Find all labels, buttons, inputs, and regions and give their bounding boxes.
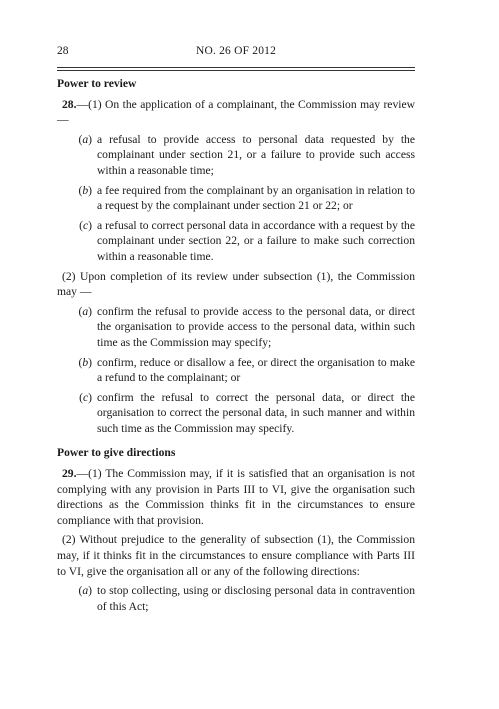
- item-label: (a): [78, 584, 92, 598]
- item-label: (b): [78, 355, 92, 369]
- list-item: [57, 583, 415, 614]
- item-text: confirm, reduce or disallow a fee, or direct the organisation to make a refund to the complainant; or: [97, 355, 415, 385]
- list-item: [57, 390, 415, 437]
- section-28-subsection-1: [57, 97, 415, 128]
- section-number: 29.: [62, 467, 77, 481]
- section-29-subsection-2: (2) Without prejudice to the generality of subsection (1), the Commission may, if it thinks fit in the circumstances to ensure compliance with Parts III to VI, give the organisation all or any of the following directions:: [57, 533, 415, 578]
- item-text: a refusal to provide access to personal data requested by the complainant under section 21, or a failure to provide such access within a reasonable time;: [97, 132, 415, 177]
- section-text: —(1) The Commission may, if it is satisfied that an organisation is not complying with any provision in Parts III to VI, give the organisation such directions as the Commission thinks fit in the circumstances to ensure compliance with that provision.: [57, 467, 415, 527]
- act-title: NO. 26 OF 2012: [195, 45, 277, 57]
- item-label: (b): [78, 183, 92, 197]
- item-label: (a): [78, 132, 92, 146]
- header-rule-top: [57, 67, 415, 68]
- item-text: confirm the refusal to provide access to the personal data, or direct the organisation to provide access to the personal data, within such time as the Commission may specify;: [97, 304, 415, 349]
- item-label: (c): [79, 390, 92, 404]
- item-label: (a): [78, 304, 92, 318]
- body-text: [57, 76, 415, 618]
- item-text: to stop collecting, using or disclosing personal data in contravention of this Act;: [97, 584, 415, 613]
- list-item: [57, 355, 415, 386]
- item-text: a fee required from the complainant by an organisation in relation to a request by the complainant under section 21 or 22; or: [97, 183, 415, 213]
- section-text: —(1) On the application of a complainant, the Commission may review —: [57, 97, 415, 127]
- list-item: [57, 304, 415, 351]
- list-item: [57, 183, 415, 214]
- item-text: a refusal to correct personal data in accordance with a request by the complainant under section 22, or a failure to make such correction within a reasonable time.: [97, 218, 415, 263]
- page-number: 28: [57, 45, 69, 57]
- list-item: [57, 218, 415, 265]
- list-item: [57, 132, 415, 179]
- section-heading-power-to-give-directions: Power to give directions: [57, 446, 176, 460]
- page-header: [57, 45, 415, 61]
- section-number: 28.: [62, 97, 77, 111]
- section-29-subsection-1: [57, 466, 415, 528]
- section-heading-power-to-review: Power to review: [57, 77, 137, 90]
- item-text: confirm the refusal to correct the personal data, or direct the organisation to correct the personal data, in such manner and within such time as the Commission may specify.: [97, 390, 415, 435]
- header-rule-bottom: [57, 70, 415, 71]
- item-label: (c): [79, 218, 92, 232]
- section-28-subsection-2: (2) Upon completion of its review under subsection (1), the Commission may —: [57, 269, 415, 299]
